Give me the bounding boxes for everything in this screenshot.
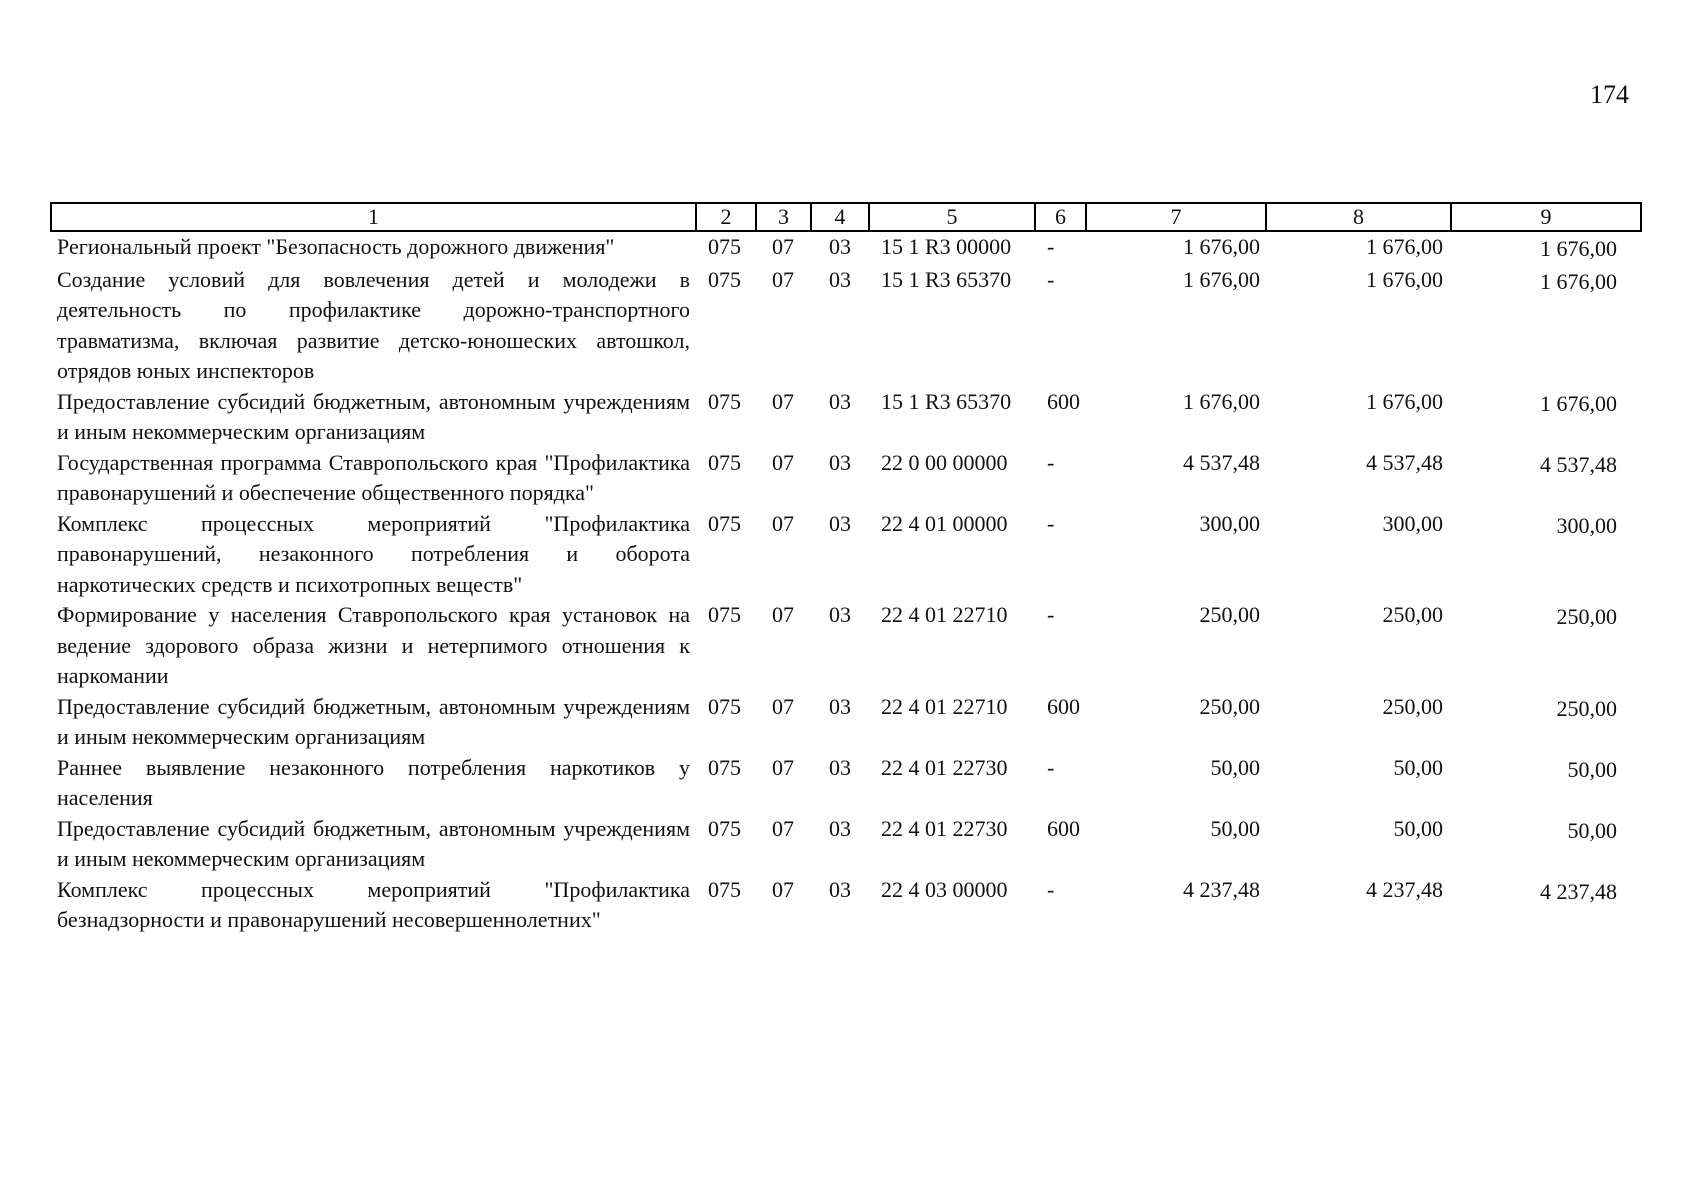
row-subsection-code: 03 bbox=[829, 388, 851, 414]
row-expense-type-code: 600 bbox=[1047, 388, 1080, 414]
row-expense-type-code: - bbox=[1047, 510, 1055, 536]
row-name: Комплекс процессных мероприятий "Профилактика безнадзорности и правонарушений несовершеннолетних" bbox=[57, 876, 690, 932]
row-expense-type-code: - bbox=[1047, 602, 1055, 627]
table-row bbox=[51, 448, 1641, 509]
row-amount-col7: 1 676,00 bbox=[1183, 266, 1260, 292]
page-number: 174 bbox=[1590, 80, 1629, 109]
row-ministry-code: 075 bbox=[708, 602, 741, 627]
column-header-7: 7 bbox=[1086, 203, 1266, 231]
row-target-code: 22 0 00 00000 bbox=[881, 449, 1008, 475]
row-amount-col8: 1 676,00 bbox=[1366, 388, 1443, 414]
row-amount-col9: 250,00 bbox=[1556, 695, 1617, 721]
table-row bbox=[51, 692, 1641, 753]
row-name: Комплекс процессных мероприятий "Профилактика правонарушений, незаконного потребления и оборота наркотических средств и психотропных веществ" bbox=[57, 510, 690, 597]
row-ministry-code: 075 bbox=[708, 234, 741, 259]
row-subsection-code: 03 bbox=[829, 815, 851, 841]
row-expense-type-code: - bbox=[1047, 234, 1055, 259]
row-expense-type-code: - bbox=[1047, 266, 1055, 292]
row-ministry-code: 075 bbox=[708, 693, 741, 719]
row-name: Региональный проект "Безопасность дорожного движения" bbox=[57, 234, 615, 259]
row-name: Государственная программа Ставропольского края "Профилактика правонарушений и обеспечение общественного порядка" bbox=[57, 449, 690, 505]
row-amount-col8: 250,00 bbox=[1382, 602, 1443, 627]
row-target-code: 22 4 01 00000 bbox=[881, 510, 1008, 536]
row-expense-type-code: - bbox=[1047, 754, 1055, 780]
table-row bbox=[51, 814, 1641, 875]
row-target-code: 22 4 01 22730 bbox=[881, 815, 1008, 841]
row-subsection-code: 03 bbox=[829, 693, 851, 719]
row-amount-col8: 300,00 bbox=[1382, 510, 1443, 536]
row-ministry-code: 075 bbox=[708, 754, 741, 780]
row-ministry-code: 075 bbox=[708, 815, 741, 841]
column-header-3: 3 bbox=[756, 203, 811, 231]
row-section-code: 07 bbox=[772, 234, 794, 259]
table-row bbox=[51, 875, 1641, 936]
row-amount-col9: 300,00 bbox=[1556, 512, 1617, 538]
row-subsection-code: 03 bbox=[829, 510, 851, 536]
row-ministry-code: 075 bbox=[708, 388, 741, 414]
table-row bbox=[51, 600, 1641, 692]
table-row bbox=[51, 265, 1641, 387]
header-row bbox=[51, 203, 1641, 231]
row-amount-col7: 300,00 bbox=[1199, 510, 1260, 536]
row-section-code: 07 bbox=[772, 449, 794, 475]
row-target-code: 22 4 03 00000 bbox=[881, 876, 1008, 902]
row-subsection-code: 03 bbox=[829, 234, 851, 259]
row-amount-col9: 250,00 bbox=[1556, 604, 1617, 629]
row-ministry-code: 075 bbox=[708, 510, 741, 536]
row-ministry-code: 075 bbox=[708, 266, 741, 292]
row-name: Предоставление субсидий бюджетным, автономным учреждениям и иным некоммерческим организациям bbox=[57, 815, 690, 871]
table-row bbox=[51, 509, 1641, 601]
column-header-2: 2 bbox=[696, 203, 756, 231]
row-target-code: 15 1 R3 00000 bbox=[881, 234, 1012, 259]
row-target-code: 22 4 01 22730 bbox=[881, 754, 1008, 780]
row-amount-col9: 1 676,00 bbox=[1540, 236, 1617, 261]
row-expense-type-code: - bbox=[1047, 449, 1055, 475]
row-target-code: 15 1 R3 65370 bbox=[881, 266, 1012, 292]
row-section-code: 07 bbox=[772, 266, 794, 292]
row-amount-col9: 4 537,48 bbox=[1540, 451, 1617, 477]
row-amount-col9: 1 676,00 bbox=[1540, 390, 1617, 416]
row-amount-col7: 250,00 bbox=[1199, 693, 1260, 719]
row-section-code: 07 bbox=[772, 815, 794, 841]
row-name: Формирование у населения Ставропольского края установок на ведение здорового образа жизни и нетерпимого отношения к наркомании bbox=[57, 602, 690, 688]
row-amount-col8: 50,00 bbox=[1393, 815, 1443, 841]
row-amount-col8: 1 676,00 bbox=[1366, 234, 1443, 259]
budget-table bbox=[50, 202, 1642, 936]
row-amount-col8: 1 676,00 bbox=[1366, 266, 1443, 292]
row-section-code: 07 bbox=[772, 876, 794, 902]
column-header-9: 9 bbox=[1451, 203, 1641, 231]
row-section-code: 07 bbox=[772, 388, 794, 414]
row-section-code: 07 bbox=[772, 754, 794, 780]
row-ministry-code: 075 bbox=[708, 449, 741, 475]
row-amount-col9: 4 237,48 bbox=[1540, 878, 1617, 904]
row-subsection-code: 03 bbox=[829, 754, 851, 780]
row-name: Предоставление субсидий бюджетным, автономным учреждениям и иным некоммерческим организациям bbox=[57, 388, 690, 444]
row-amount-col7: 250,00 bbox=[1199, 602, 1260, 627]
column-header-5: 5 bbox=[869, 203, 1035, 231]
table-row bbox=[51, 387, 1641, 448]
row-section-code: 07 bbox=[772, 693, 794, 719]
column-header-4: 4 bbox=[811, 203, 869, 231]
row-amount-col7: 1 676,00 bbox=[1183, 388, 1260, 414]
table-row bbox=[51, 231, 1641, 265]
row-subsection-code: 03 bbox=[829, 876, 851, 902]
row-amount-col9: 1 676,00 bbox=[1540, 268, 1617, 294]
row-name: Раннее выявление незаконного потребления наркотиков у населения bbox=[57, 754, 690, 810]
row-target-code: 22 4 01 22710 bbox=[881, 602, 1008, 627]
column-header-8: 8 bbox=[1266, 203, 1451, 231]
row-amount-col7: 50,00 bbox=[1210, 754, 1260, 780]
row-amount-col8: 50,00 bbox=[1393, 754, 1443, 780]
row-name: Создание условий для вовлечения детей и молодежи в деятельность по профилактике дорожно-транспортного травматизма, включая развитие детско-юношеских автошкол, отрядов юных инспекторов bbox=[57, 266, 690, 383]
column-header-6: 6 bbox=[1035, 203, 1086, 231]
row-subsection-code: 03 bbox=[829, 602, 851, 627]
row-amount-col9: 50,00 bbox=[1567, 756, 1617, 782]
row-amount-col7: 1 676,00 bbox=[1183, 234, 1260, 259]
table-row bbox=[51, 753, 1641, 814]
row-amount-col8: 4 237,48 bbox=[1366, 876, 1443, 902]
row-section-code: 07 bbox=[772, 602, 794, 627]
row-amount-col9: 50,00 bbox=[1567, 817, 1617, 843]
row-expense-type-code: 600 bbox=[1047, 815, 1080, 841]
row-name: Предоставление субсидий бюджетным, автономным учреждениям и иным некоммерческим организациям bbox=[57, 693, 690, 749]
row-subsection-code: 03 bbox=[829, 266, 851, 292]
row-target-code: 15 1 R3 65370 bbox=[881, 388, 1012, 414]
row-expense-type-code: 600 bbox=[1047, 693, 1080, 719]
row-expense-type-code: - bbox=[1047, 876, 1055, 902]
row-amount-col7: 4 537,48 bbox=[1183, 449, 1260, 475]
row-amount-col7: 4 237,48 bbox=[1183, 876, 1260, 902]
column-header-1: 1 bbox=[51, 203, 696, 231]
row-amount-col8: 4 537,48 bbox=[1366, 449, 1443, 475]
row-target-code: 22 4 01 22710 bbox=[881, 693, 1008, 719]
row-subsection-code: 03 bbox=[829, 449, 851, 475]
row-ministry-code: 075 bbox=[708, 876, 741, 902]
row-section-code: 07 bbox=[772, 510, 794, 536]
row-amount-col7: 50,00 bbox=[1210, 815, 1260, 841]
row-amount-col8: 250,00 bbox=[1382, 693, 1443, 719]
